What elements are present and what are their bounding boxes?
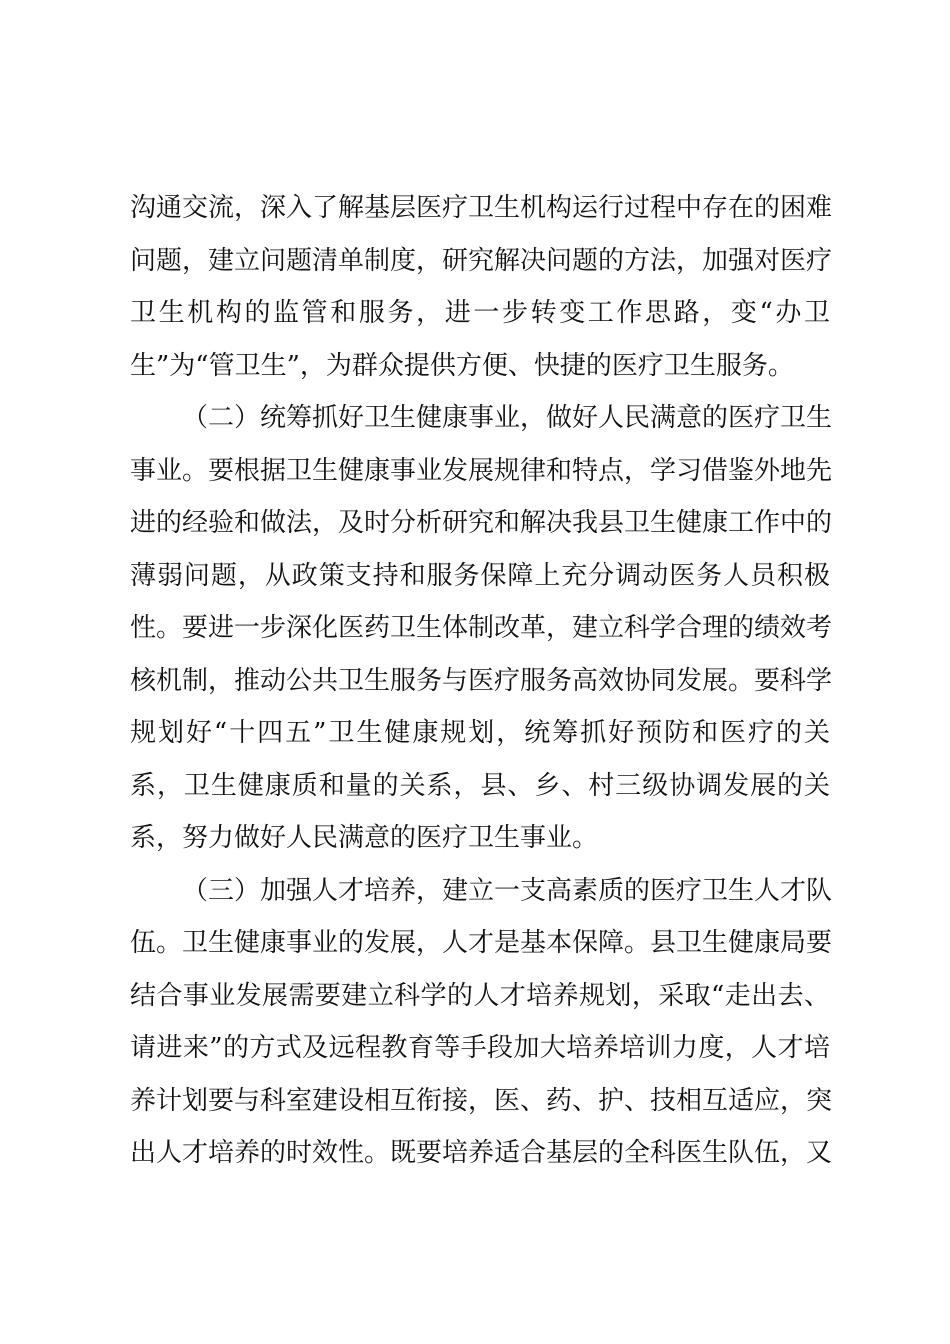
text-line: 事业。要根据卫生健康事业发展规律和特点，学习借鉴外地先	[130, 455, 833, 486]
text-line: 请进来”的方式及远程教育等手段加大培养培训力度，人才培	[130, 1033, 830, 1063]
section-heading-line: （二）统筹抓好卫生健康事业，做好人民满意的医疗卫生	[182, 403, 833, 433]
section-heading-line: （三）加强人才培养，建立一支高素质的医疗卫生人才队	[182, 875, 833, 906]
text-line: 性。要进一步深化医药卫生体制改革，建立科学合理的绩效考	[130, 613, 833, 643]
text-line: 系，卫生健康质和量的关系，县、乡、村三级协调发展的关	[130, 770, 830, 801]
body-text	[130, 182, 833, 1180]
text-line: 薄弱问题，从政策支持和服务保障上充分调动医务人员积极	[130, 560, 830, 591]
text-line: 进的经验和做法，及时分析研究和解决我县卫生健康工作中的	[130, 508, 833, 538]
text-line: 沟通交流，深入了解基层医疗卫生机构运行过程中存在的困难	[130, 193, 833, 223]
text-line: 规划好“十四五”卫生健康规划，统筹抓好预防和医疗的关	[130, 718, 830, 748]
text-line: 伍。卫生健康事业的发展，人才是基本保障。县卫生健康局要	[130, 928, 833, 958]
text-line: 生”为“管卫生”，为群众提供方便、快捷的医疗卫生服务。	[130, 350, 794, 381]
text-line: 问题，建立问题清单制度，研究解决问题的方法，加强对医疗	[130, 245, 833, 276]
text-line: 养计划要与科室建设相互衔接，医、药、护、技相互适应，突	[130, 1085, 833, 1116]
text-line: 系，努力做好人民满意的医疗卫生事业。	[130, 823, 599, 853]
text-line: 核机制，推动公共卫生服务与医疗服务高效协同发展。要科学	[130, 665, 833, 696]
text-line: 结合事业发展需要建立科学的人才培养规划，采取“走出去、	[130, 980, 830, 1011]
text-line: 卫生机构的监管和服务，进一步转变工作思路，变“办卫	[130, 298, 830, 328]
text-line: 出人才培养的时效性。既要培养适合基层的全科医生队伍，又	[130, 1138, 833, 1168]
